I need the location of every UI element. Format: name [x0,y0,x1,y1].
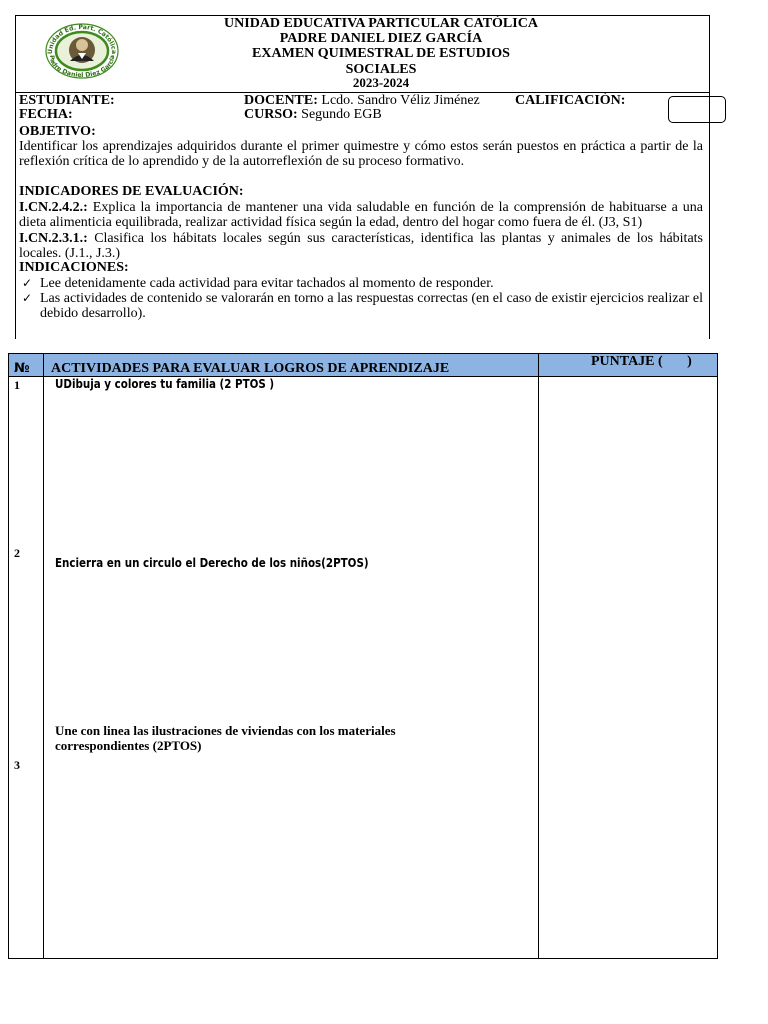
course-value: Segundo EGB [301,107,382,122]
instruction-item [22,276,703,291]
indicator-item [19,231,703,261]
header-left-border [15,93,16,339]
course-field [244,107,382,122]
answer-area[interactable] [44,573,538,718]
date-field[interactable] [19,107,73,122]
teacher-field [244,93,480,108]
instruction-item [22,291,703,321]
indicator-text: Explica la importancia de mantener una vida saludable en función de la comprensión de habituarse a una dieta alimenticia equilibrada, realizar actividad física según la edad, dentro del hogar como fuera de él. (J3, S1) [19,200,703,230]
grade-field [515,93,625,108]
score-cell[interactable] [539,718,717,958]
grade-label: CALIFICACIÓN: [515,93,626,108]
header-right-border [709,93,710,339]
teacher-value: Lcdo. Sandro Véliz Jiménez [321,93,480,108]
school-year: 2023-2024 [352,75,410,90]
exam-subject: SOCIALES [345,62,417,77]
indicator-text: Clasifica los hábitats locales según sus características, identifica las plantas y animales de los hábitats locales. (J.1., J.3.) [19,231,703,261]
indicator-code: I.CN.2.3.1.: [19,231,88,246]
row-number: 3 [14,758,20,772]
objective-label: OBJETIVO: [19,124,96,139]
student-field[interactable] [19,93,115,108]
patron-name: PADRE DANIEL DIEZ GARCÍA [279,31,483,46]
checkmark-icon: ✓ [22,291,33,305]
row-number: 1 [14,378,20,392]
score-cell[interactable] [539,378,717,548]
logo-text-top: Unidad Ed. Part. Católica [46,23,118,55]
row-number: 2 [14,546,20,560]
indicators-label: INDICADORES DE EVALUACIÓN: [19,184,244,199]
activity-text: Une con linea las ilustraciones de viviendas con los materiales correspondientes (2PTOS) [55,723,396,753]
score-cell[interactable] [539,548,717,718]
grade-input-box[interactable] [668,96,726,123]
course-label: CURSO: [244,107,298,122]
objective-text: Identificar los aprendizajes adquiridos durante el primer quimestre y cómo estos serán puestos en práctica a partir de la reflexión crítica de lo aprendido y de la autorreflexión de su proceso formativo. [19,139,703,169]
exam-title: EXAMEN QUIMESTRAL DE ESTUDIOS [252,46,510,61]
logo-text-bottom: Padre Daniel Diez García [47,54,117,79]
answer-area[interactable] [44,394,538,544]
col-score-header: PUNTAJE ( ) [591,354,692,369]
school-seal-logo [44,23,120,79]
col-number-header: № [14,361,30,376]
teacher-label: DOCENTE: [244,93,318,108]
indicator-item [19,200,703,230]
instructions-label: INDICACIONES: [19,260,129,275]
school-name: UNIDAD EDUCATIVA PARTICULAR CATÓLICA [224,16,538,31]
instruction-text: Lee detenidamente cada actividad para evitar tachados al momento de responder. [40,276,494,291]
activity-text: UDibuja y colores tu familia (2 PTOS ) [55,377,275,391]
student-label: ESTUDIANTE: [19,93,115,108]
answer-area[interactable] [44,756,538,956]
col-activities-header: ACTIVIDADES PARA EVALUAR LOGROS DE APRENDIZAJE [51,361,450,376]
instruction-text: Las actividades de contenido se valorarán en torno a las respuestas correctas (en el caso de existir ejercicios realizar el debido desarrollo). [40,291,703,321]
date-label: FECHA: [19,107,73,122]
checkmark-icon: ✓ [22,276,33,290]
activity-text: Encierra en un circulo el Derecho de los niños(2PTOS) [55,556,369,570]
indicator-code: I.CN.2.4.2.: [19,200,88,215]
